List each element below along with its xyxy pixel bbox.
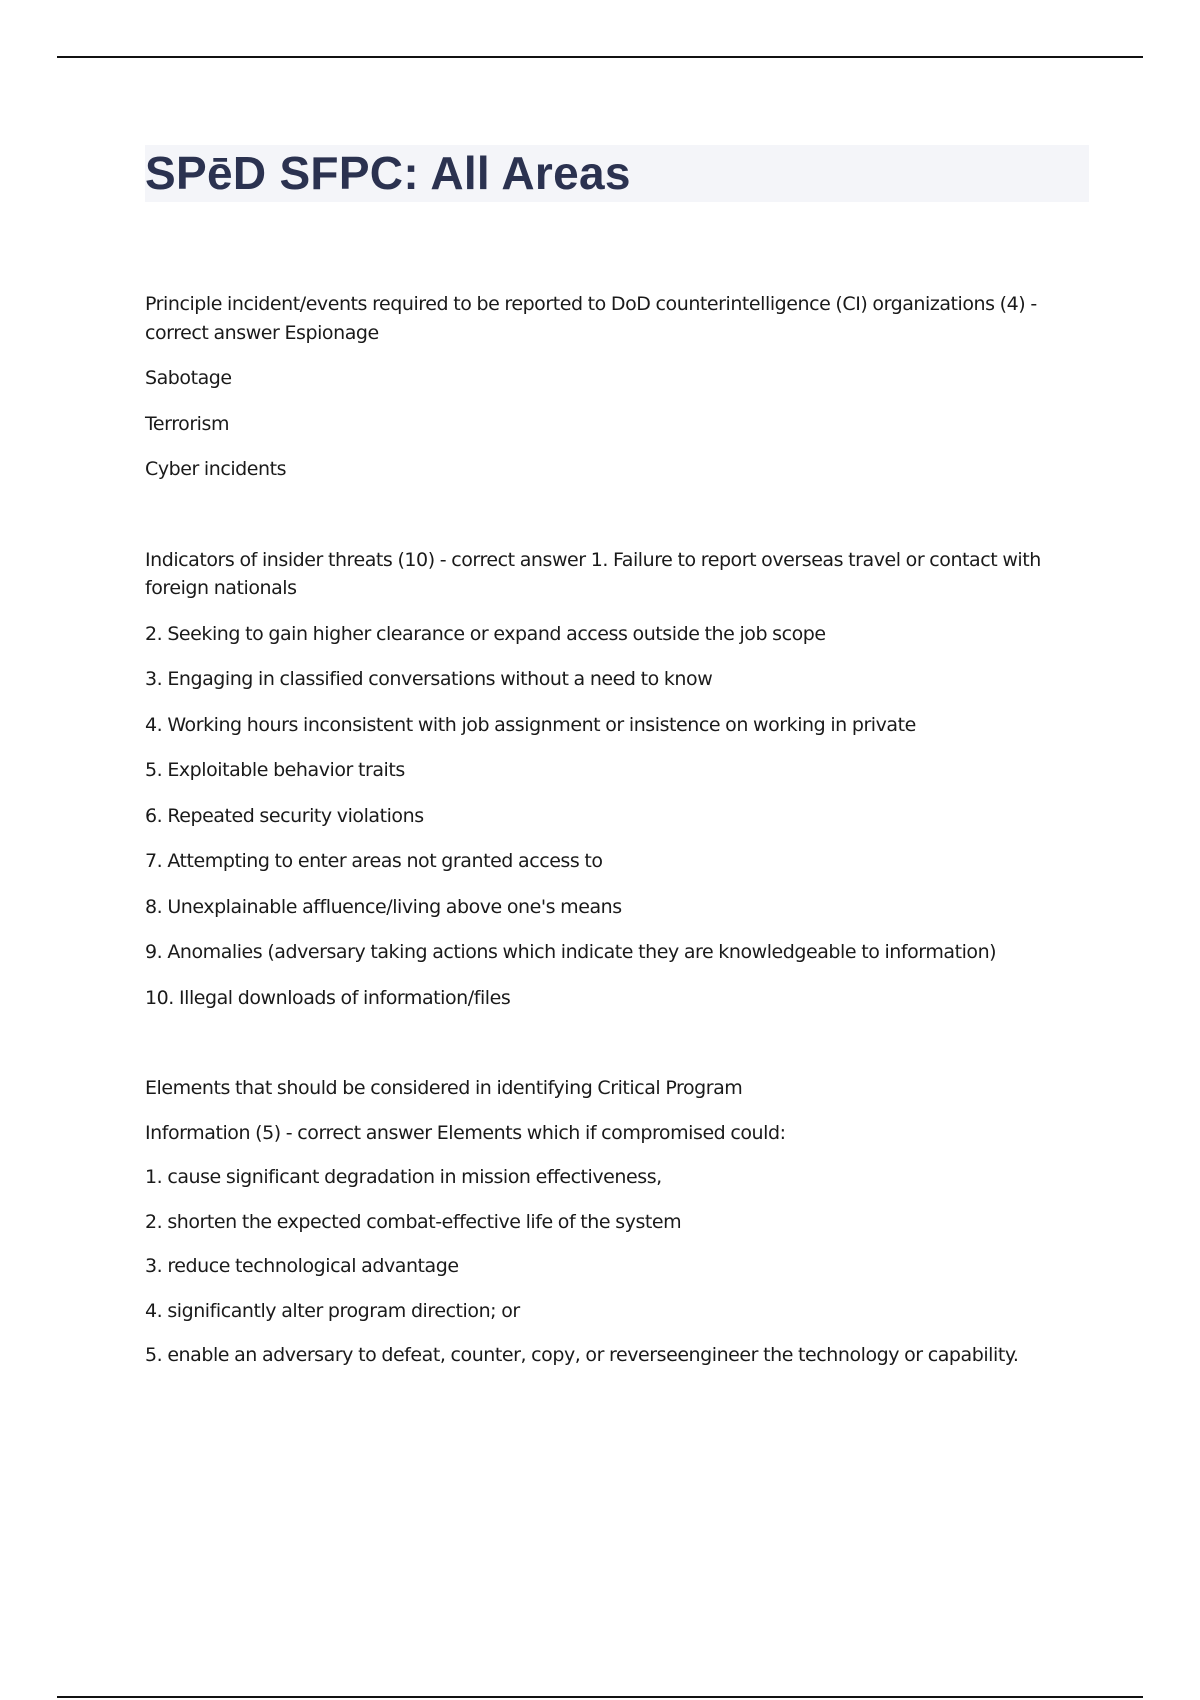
answer-line: 5. Exploitable behavior traits: [145, 759, 405, 781]
answer-line: 2. Seeking to gain higher clearance or expand access outside the job scope: [145, 622, 826, 645]
section-critical-program-information: [145, 1074, 1045, 1370]
document-body: [145, 290, 1045, 1386]
answer-line: Terrorism: [145, 412, 230, 435]
answer-line: 6. Repeated security violations: [145, 804, 424, 827]
page-title: SPēD SFPC: All Areas: [145, 147, 631, 199]
top-divider: [57, 56, 1143, 58]
answer-line: 2. shorten the expected combat-effective life of the system: [145, 1210, 682, 1233]
question-text: Principle incident/events required to be reported to DoD counterintelligence (CI) organizations (4) - correct answer Espionage: [145, 293, 1037, 344]
answer-line: 4. Working hours inconsistent with job assignment or insistence on working in private: [145, 713, 916, 736]
question-text-continued: Information (5) - correct answer Elements which if compromised could:: [145, 1121, 786, 1144]
answer-line: 9. Anomalies (adversary taking actions which indicate they are knowledgeable to information): [145, 941, 997, 963]
answer-line: Sabotage: [145, 367, 232, 389]
answer-line: 3. reduce technological advantage: [145, 1255, 459, 1277]
answer-line: 1. cause significant degradation in mission effectiveness,: [145, 1166, 662, 1188]
question-text: Elements that should be considered in identifying Critical Program: [145, 1077, 743, 1099]
answer-line: Cyber incidents: [145, 458, 287, 480]
question-text: Indicators of insider threats (10) - correct answer 1. Failure to report overseas travel or contact with foreign nationals: [145, 548, 1041, 599]
answer-line: 3. Engaging in classified conversations without a need to know: [145, 668, 713, 690]
section-ci-reporting: [145, 290, 1045, 484]
section-insider-threats: [145, 546, 1045, 1013]
answer-line: 7. Attempting to enter areas not granted access to: [145, 850, 603, 872]
bottom-divider: [57, 1696, 1143, 1698]
answer-line: 5. enable an adversary to defeat, counter, copy, or reverseengineer the technology or capability.: [145, 1344, 1019, 1366]
answer-line: 10. Illegal downloads of information/files: [145, 986, 511, 1009]
answer-line: 8. Unexplainable affluence/living above one's means: [145, 895, 622, 918]
answer-line: 4. significantly alter program direction; or: [145, 1299, 520, 1322]
